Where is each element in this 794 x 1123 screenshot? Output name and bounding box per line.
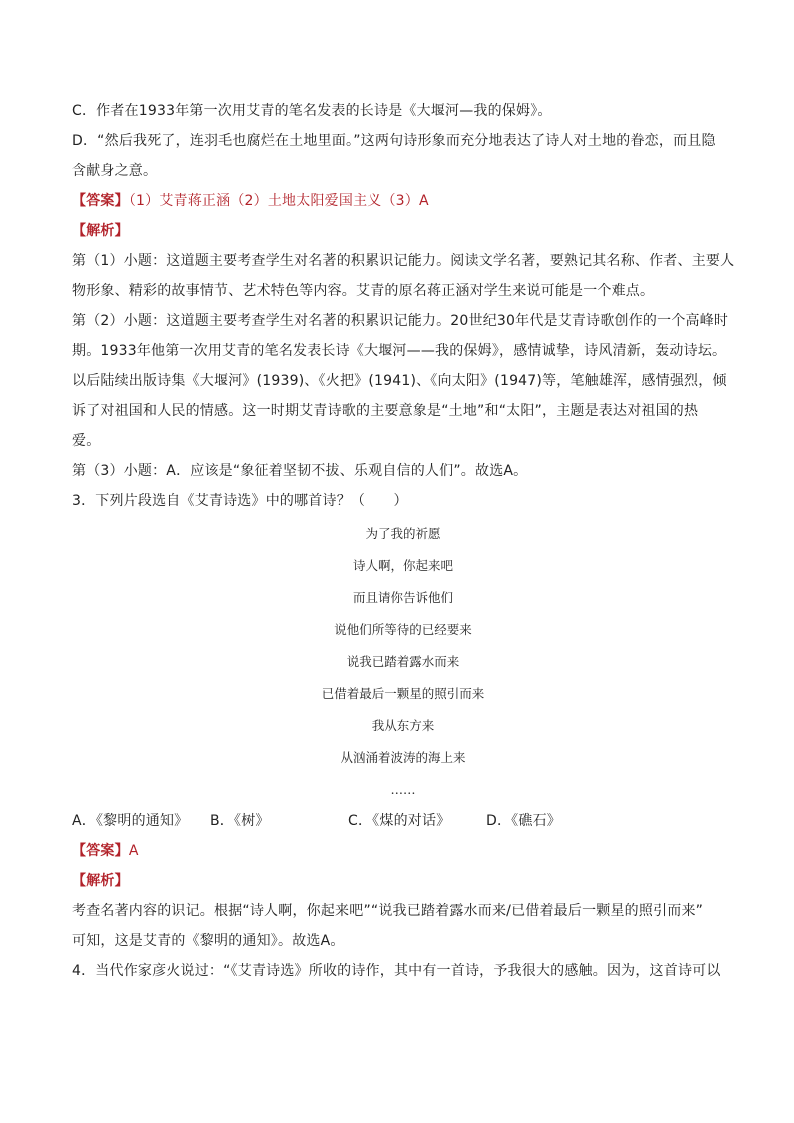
q3-analysis-heading — [72, 866, 734, 896]
q2-analysis-1-line2: 物形象、精彩的故事情节、艺术特色等内容。艾青的原名蒋正涵对学生来说可能是一个难点。 — [72, 283, 655, 299]
answer-1b: 蒋正涵 — [187, 193, 231, 209]
q3-stem: 3．下列片段选自《艾青诗选》中的哪首诗？（ ） — [72, 493, 408, 509]
q3-options — [72, 806, 734, 836]
q2-analysis-2-line5: 爱。 — [72, 433, 101, 449]
q3-answer-value: A — [128, 843, 139, 859]
q3-analysis-line1: 考查名著内容的识记。根据“诗人啊，你起来吧”“说我已踏着露水而来/已借着最后一颗星的照引而来” — [72, 903, 704, 919]
q3-option-a: A．《黎明的通知》 — [72, 813, 189, 829]
q2-analysis-2-line2: 期。1933年他第一次用艾青的笔名发表长诗《大堰河——我的保姆》，感情诚挚，诗风清新，轰动诗坛。 — [72, 343, 727, 359]
poem-line: 从汹涌着波涛的海上来 — [340, 750, 466, 765]
analysis-tag: 【解析】 — [72, 223, 129, 239]
poem-line: 为了我的祈愿 — [365, 526, 441, 541]
answer-1: （1）艾青 — [128, 193, 188, 209]
q2-analysis-2-line3: 以后陆续出版诗集《大堰河》(1939)、《火把》(1941)、《向太阳》(1947)等，笔触雄浑，感情强烈，倾 — [72, 373, 727, 389]
q3-option-d: D．《礁石》 — [486, 813, 561, 829]
answer-2b: 太阳 — [296, 193, 325, 209]
q2-analysis-2-line1: 第（2）小题：这道题主要考查学生对名著的积累识记能力。20世纪30年代是艾青诗歌创作的一个高峰时 — [72, 313, 729, 329]
q2-analysis-1-line1: 第（1）小题：这道题主要考查学生对名著的积累识记能力。阅读文学名著，要熟记其名称、作者、主要人 — [72, 253, 735, 269]
document-page — [72, 96, 734, 986]
q3-option-c: C．《煤的对话》 — [348, 813, 451, 829]
q2-option-d-line1: D．“然后我死了，连羽毛也腐烂在土地里面。”这两句诗形象而充分地表达了诗人对土地的眷恋，而且隐 — [72, 133, 716, 149]
answer-tag: 【答案】 — [72, 193, 129, 209]
q2-analysis-heading — [72, 216, 734, 246]
answer-tag: 【答案】 — [72, 843, 129, 859]
analysis-tag: 【解析】 — [72, 873, 129, 889]
q2-option-d-line2: 含献身之意。 — [72, 163, 158, 179]
answer-3: （3）A — [381, 193, 429, 209]
poem-line: 而且请你告诉他们 — [352, 590, 453, 605]
q2-answer — [72, 186, 734, 216]
q3-option-b: B．《树》 — [210, 813, 270, 829]
q3-answer — [72, 836, 734, 866]
poem-line: 我从东方来 — [371, 718, 435, 733]
q2-analysis-3: 第（3）小题：A．应该是“象征着坚韧不拔、乐观自信的人们”。故选A。 — [72, 463, 528, 479]
poem-line: 已借着最后一颗星的照引而来 — [321, 686, 485, 701]
q2-option-c: C．作者在1933年第一次用艾青的笔名发表的长诗是《大堰河—我的保姆》。 — [72, 103, 552, 119]
poem-ellipsis: …… — [390, 782, 416, 797]
answer-2c: 爱国主义 — [324, 193, 382, 209]
poem-line: 诗人啊，你起来吧 — [352, 558, 453, 573]
q3-analysis-line2: 可知，这是艾青的《黎明的通知》。故选A。 — [72, 933, 345, 949]
q3-poem — [72, 518, 734, 806]
q4-stem-line1: 4．当代作家彦火说过：“《艾青诗选》所收的诗作，其中有一首诗，予我很大的感触。因为，这首诗可以 — [72, 963, 721, 979]
poem-line: 说他们所等待的已经要来 — [334, 622, 472, 637]
q2-analysis-2-line4: 诉了对祖国和人民的情感。这一时期艾青诗歌的主要意象是“土地”和“太阳”，主题是表达对祖国的热 — [72, 403, 699, 419]
poem-line: 说我已踏着露水而来 — [346, 654, 460, 669]
answer-2: （2）土地 — [230, 193, 297, 209]
